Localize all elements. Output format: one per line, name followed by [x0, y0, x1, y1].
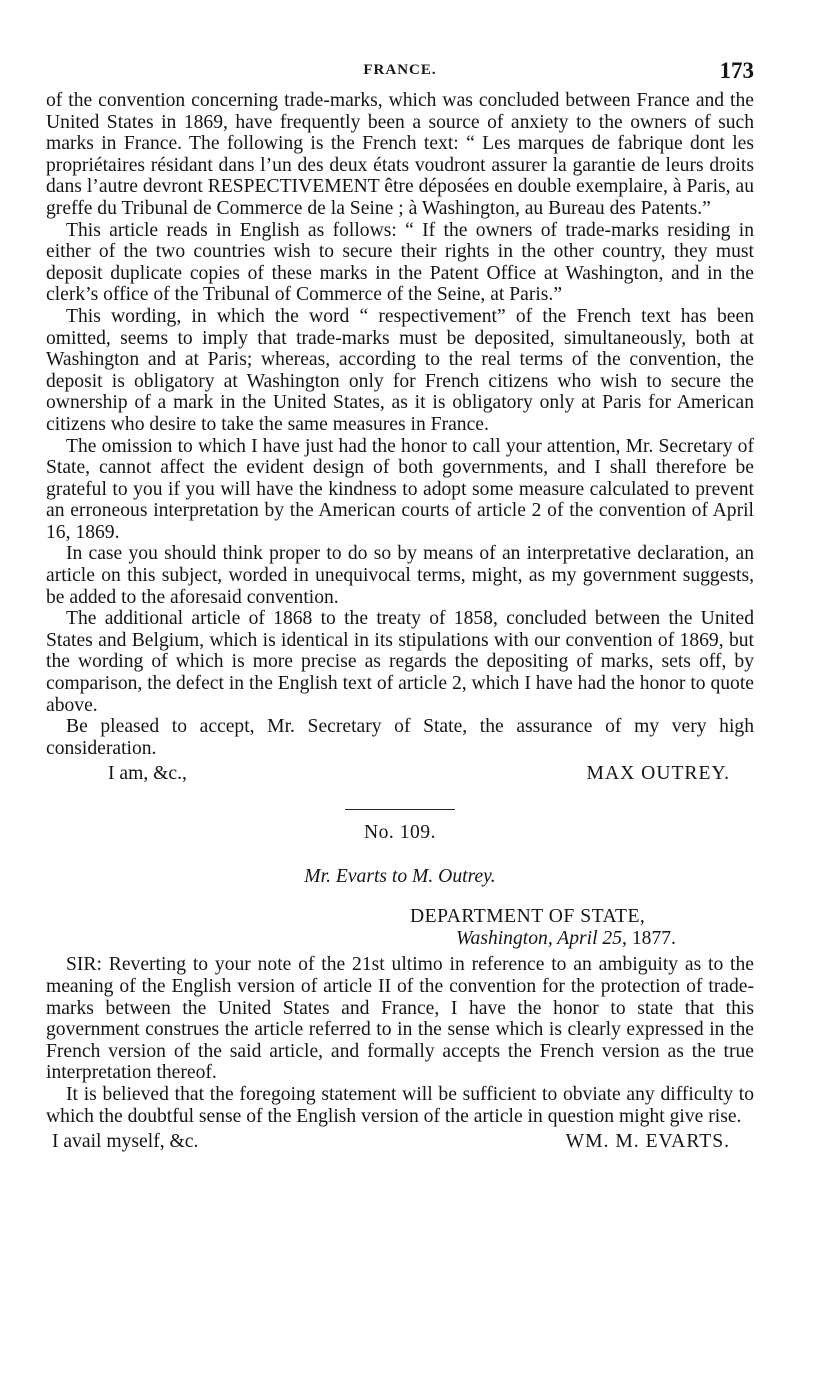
salutation: SIR:	[66, 954, 102, 976]
letter1-paragraph-4: The omission to which I have just had the honor to call your attention, Mr. Secretary of State, cannot affect the evident design of both governments, and I shall therefore be grateful to you if you will have the kindness to adopt some measure calculated to prevent an erroneous interpretation by the American courts of article 2 of the convention of April 16, 1869.	[46, 435, 754, 543]
letter1-paragraph-7: Be pleased to accept, Mr. Secretary of State, the assurance of my very high consideration.	[46, 716, 754, 759]
running-head	[46, 58, 754, 84]
dateline	[46, 906, 754, 950]
dateline-place: Washington, April 25,	[456, 928, 627, 950]
section-divider	[345, 809, 455, 810]
letter2-paragraph-1	[46, 954, 754, 1084]
letter1-signature: MAX OUTREY.	[586, 763, 730, 785]
letter1-signature-line	[46, 759, 754, 789]
letter-outrey	[46, 90, 754, 789]
letter1-paragraph-5: In case you should think proper to do so by means of an interpretative declaration, an article on this subject, worded in unequivocal terms, might, as my government suggests, be added to the aforesaid convention.	[46, 543, 754, 608]
page	[46, 58, 754, 1157]
letter1-closing: I am, &c.,	[108, 763, 187, 785]
document-number: No. 109.	[363, 822, 437, 844]
letter1-paragraph-6: The additional article of 1868 to the treaty of 1858, concluded between the United States and Belgium, which is identical in its stipulations with our convention of 1869, but the wording of which is more precise as regards the depositing of marks, sets off, by comparison, the defect in the English text of article 2, which I have had the honor to quote above.	[46, 608, 754, 716]
letter2-paragraph-1-text: Reverting to your note of the 21st ultimo in reference to an ambiguity as to the meaning of the English version of article II of the convention for the protection of trade-marks between the United States and France, I have the honor to state that this government construes the article referred to in the sense which is clearly expressed in the French version of the said article, and formally accepts the French version as the true interpretation thereof.	[46, 954, 754, 1084]
letter2-signature-line	[46, 1127, 754, 1157]
letter1-paragraph-1: of the convention concerning trade-marks, which was concluded between France and the United States in 1869, have frequently been a source of anxiety to the owners of such marks in France. The following is the French text: “ Les marques de fabrique dont les propriétaires résidant dans l’un des deux états voudront assurer la garantie de leurs droits dans l’autre devront RESPECTIVEMENT être déposées en double exemplaire, à Paris, au greffe du Tribunal de Commerce de la Seine ; à Washington, au Bureau des Patents.”	[46, 90, 754, 219]
letter2-closing: I avail myself, &c.	[52, 1131, 199, 1153]
document-title: Mr. Evarts to M. Outrey.	[304, 866, 496, 888]
letter1-paragraph-3: This wording, in which the word “ respectivement” of the French text has been omitted, seems to imply that trade-marks must be deposited, simultaneously, both at Washington and at Paris; whereas, according to the real terms of the convention, the deposit is obligatory at Washington only for French citizens who wish to secure the ownership of a mark in the United States, as it is obligatory only at Paris for American citizens who desire to take the same measures in France.	[46, 305, 754, 435]
letter2-signature: WM. M. EVARTS.	[565, 1131, 730, 1153]
dateline-office: DEPARTMENT OF STATE,	[410, 906, 646, 928]
letter2-paragraph-2: It is believed that the foregoing statement will be sufficient to obviate any difficulty to which the doubtful sense of the English version of the article in question might give rise.	[46, 1083, 754, 1127]
running-head-title: FRANCE.	[363, 62, 437, 78]
dateline-place-date	[46, 928, 754, 950]
letter-evarts	[46, 822, 754, 1157]
letter1-paragraph-2: This article reads in English as follows: “ If the owners of trade-marks residing in either of the two countries wish to secure their rights in the other country, they must deposit duplicate copies of these marks in the Patent Office at Washington, and in the clerk’s office of the Tribunal of Commerce of the Seine, at Paris.”	[46, 219, 754, 306]
page-number: 173	[719, 58, 754, 83]
dateline-year: 1877.	[631, 928, 676, 950]
